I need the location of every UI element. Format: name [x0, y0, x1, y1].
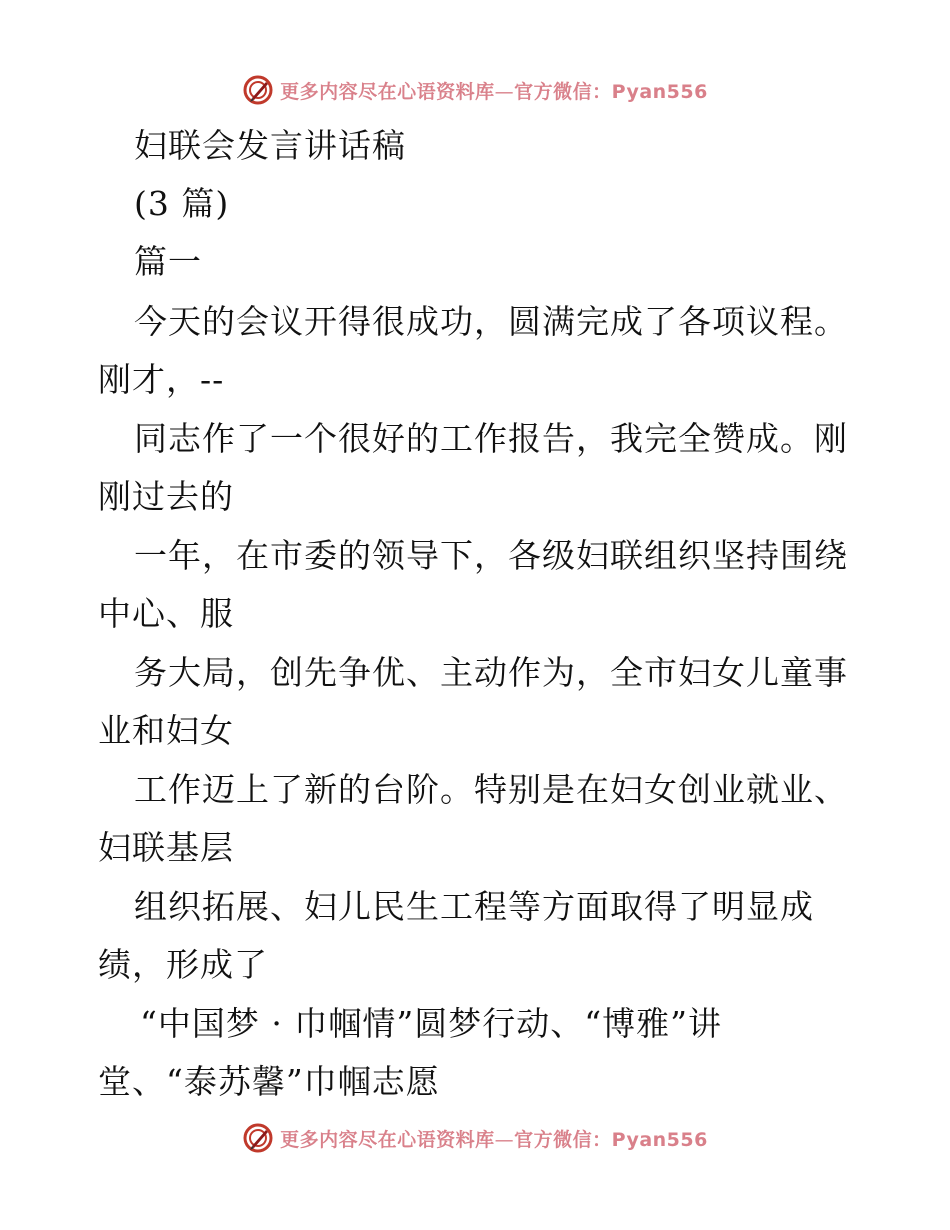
body-line: 一年，在市委的领导下，各级妇联组织坚持围绕 [134, 536, 848, 575]
document-title: 妇联会发言讲话稿 [134, 126, 406, 165]
body-line: “中国梦 · 巾帼情”圆梦行动、“博雅”讲 [140, 1004, 722, 1043]
footer-watermark [0, 1118, 950, 1158]
body-line: 中心、服 [98, 594, 234, 633]
body-line: 妇联基层 [98, 828, 234, 867]
section-heading: 篇一 [134, 242, 202, 281]
body-line: 工作迈上了新的台阶。特别是在妇女创业就业、 [134, 770, 848, 809]
pen-logo-icon [242, 1122, 274, 1154]
body-line: 绩，形成了 [98, 945, 268, 984]
body-line: 堂、“泰苏馨”巾帼志愿 [98, 1062, 440, 1101]
body-line: 同志作了一个很好的工作报告，我完全赞成。刚 [134, 419, 848, 458]
document-subtitle: (3 篇) [134, 184, 230, 223]
body-line: 务大局，创先争优、主动作为，全市妇女儿童事 [134, 653, 848, 692]
header-watermark [0, 70, 950, 110]
body-line: 组织拓展、妇儿民生工程等方面取得了明显成 [134, 887, 814, 926]
body-line: 业和妇女 [98, 711, 234, 750]
watermark-text: 更多内容尽在心语资料库—官方微信：Pyan556 [280, 1128, 708, 1151]
body-line: 刚才，-- [98, 360, 225, 399]
body-line: 刚过去的 [98, 477, 234, 516]
pen-logo-icon [242, 74, 274, 106]
body-line: 今天的会议开得很成功，圆满完成了各项议程。 [134, 302, 848, 341]
watermark-text: 更多内容尽在心语资料库—官方微信：Pyan556 [280, 80, 708, 103]
